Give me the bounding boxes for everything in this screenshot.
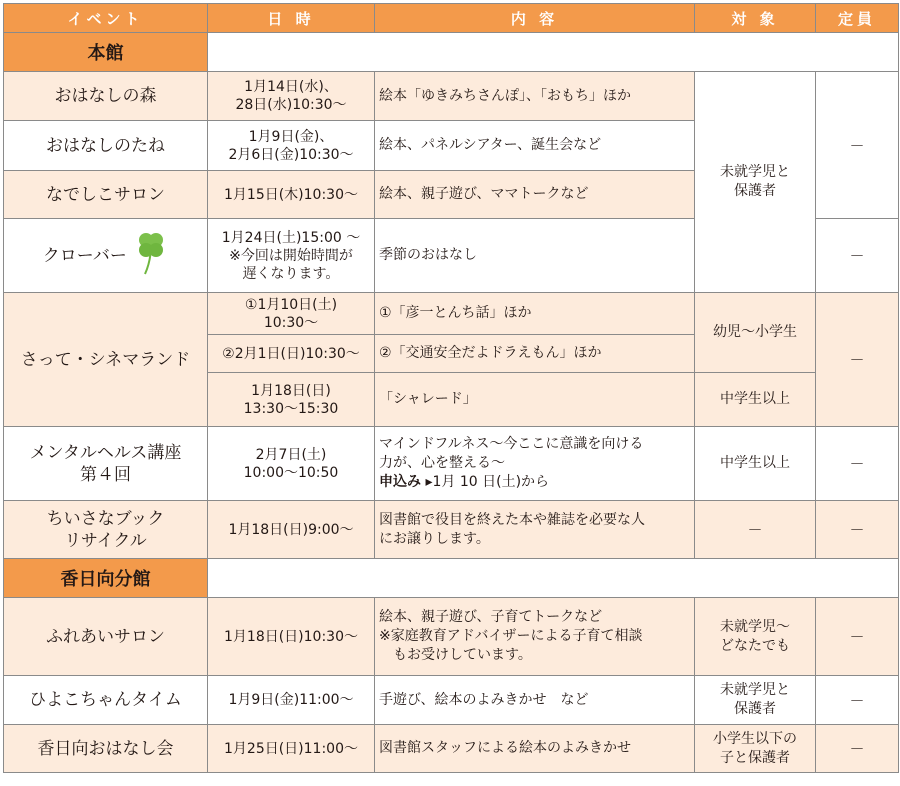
event-content-line: 図書館スタッフによる絵本のよみきかせ xyxy=(379,740,631,756)
header-content: 内 容 xyxy=(375,4,695,33)
event-name-line: なでしこサロン xyxy=(46,184,165,205)
event-date-line: 28日(水)10:30～ xyxy=(235,97,347,113)
event-date xyxy=(208,121,375,171)
section-row-branch xyxy=(4,559,899,598)
four-leaf-clover-icon xyxy=(134,229,168,283)
event-name-line: リサイクル xyxy=(64,530,147,551)
event-date-line: 2月6日(金)10:30～ xyxy=(228,146,354,163)
event-date-line: 1月9日(金)11:00～ xyxy=(228,692,354,708)
event-target: － xyxy=(695,501,816,559)
table-row xyxy=(4,725,899,773)
event-capacity: － xyxy=(816,427,899,501)
event-content-line: 絵本「ゆきみちさんぽ」、「おもち」ほか xyxy=(379,87,631,104)
table-row xyxy=(4,72,899,121)
event-name xyxy=(4,598,208,676)
event-content xyxy=(375,219,695,293)
header-datetime: 日 時 xyxy=(208,4,375,33)
event-content xyxy=(375,598,695,676)
event-target xyxy=(695,72,816,293)
event-date-line: 1月25日(日)11:00～ xyxy=(224,740,358,757)
event-name xyxy=(4,676,208,725)
event-capacity: － xyxy=(816,293,899,427)
event-content-line: 力が、心を整える～ xyxy=(379,455,505,471)
event-target-line: 未就学児～ xyxy=(720,618,790,635)
event-name-line: ふれあいサロン xyxy=(46,626,165,647)
event-content-line: ※家庭教育アドバイザーによる子育て相談 xyxy=(379,628,643,644)
event-content xyxy=(375,427,695,501)
event-target-line: どなたでも xyxy=(720,637,790,654)
event-content-line: 絵本、パネルシアター、誕生会など xyxy=(379,137,602,153)
event-date-line: 13:30～15:30 xyxy=(243,400,339,417)
event-date-line: ②2月1日(日)10:30～ xyxy=(222,345,360,362)
section-filler xyxy=(208,559,899,598)
event-name xyxy=(4,219,208,293)
event-content-line: にお譲りします。 xyxy=(379,530,490,547)
event-content-line: 「シャレード」 xyxy=(379,391,477,407)
application-label: 申込み xyxy=(379,474,421,490)
event-content xyxy=(375,121,695,171)
section-filler xyxy=(208,33,899,72)
table-row xyxy=(4,501,899,559)
event-content-line: 絵本、親子遊び、子育てトークなど xyxy=(379,609,603,625)
event-content xyxy=(375,725,695,773)
event-name xyxy=(4,121,208,171)
table-row xyxy=(4,293,899,335)
event-capacity: － xyxy=(816,219,899,293)
event-capacity: － xyxy=(816,501,899,559)
event-name xyxy=(4,72,208,121)
header-target: 対 象 xyxy=(695,4,816,33)
event-content-line: ①「彦一とんち話」ほか xyxy=(379,305,532,321)
event-target: 中学生以上 xyxy=(695,373,816,427)
event-content-line: 絵本、親子遊び、ママトークなど xyxy=(379,186,589,202)
event-target-line: 保護者 xyxy=(734,183,776,199)
event-content xyxy=(375,293,695,335)
event-content xyxy=(375,676,695,725)
table-header-row xyxy=(4,4,899,33)
event-date xyxy=(208,219,375,293)
event-content xyxy=(375,373,695,427)
event-name xyxy=(4,725,208,773)
event-date xyxy=(208,427,375,501)
event-date-line: 遅くなります。 xyxy=(242,265,340,282)
event-content-line: ②「交通安全だよドラえもん」ほか xyxy=(379,345,602,361)
event-name-line: 香日向おはなし会 xyxy=(37,738,174,759)
event-name-line: メンタルヘルス講座 xyxy=(29,442,182,463)
section-title-branch: 香日向分館 xyxy=(4,559,208,598)
event-content xyxy=(375,335,695,373)
event-date xyxy=(208,725,375,773)
event-capacity: － xyxy=(816,598,899,676)
event-content xyxy=(375,171,695,219)
event-date xyxy=(208,293,375,335)
event-name-line: さって・シネマランド xyxy=(20,349,191,370)
application-note xyxy=(379,473,690,492)
event-name-line: クローバー xyxy=(42,245,127,266)
event-target-line: 未就学児と xyxy=(720,164,790,180)
event-date-line: ※今回は開始時間が xyxy=(229,247,353,264)
event-date xyxy=(208,335,375,373)
table-row xyxy=(4,676,899,725)
event-target xyxy=(695,676,816,725)
event-date xyxy=(208,501,375,559)
event-content xyxy=(375,72,695,121)
event-capacity: － xyxy=(816,676,899,725)
section-row-main xyxy=(4,33,899,72)
event-name-line: ちいさなブック xyxy=(46,508,165,529)
event-content-line: もお受けしています。 xyxy=(379,647,532,663)
event-date-line: 1月15日(木)10:30～ xyxy=(224,186,358,203)
arrow-right-icon: ▸ xyxy=(425,474,433,490)
event-date-line: 1月14日(水)、 xyxy=(244,79,338,95)
event-name xyxy=(4,501,208,559)
event-name xyxy=(4,171,208,219)
event-date-line: 1月9日(金)、 xyxy=(248,128,334,145)
event-name-line: 第４回 xyxy=(80,464,131,485)
event-date-line: ①1月10日(土) xyxy=(244,296,338,313)
event-content-line: マインドフルネス～今ここに意識を向ける xyxy=(379,436,644,452)
header-event: イベント xyxy=(4,4,208,33)
header-capacity: 定員 xyxy=(816,4,899,33)
event-target-line: 保護者 xyxy=(734,701,776,717)
event-table xyxy=(3,3,899,773)
event-name-line: おはなしの森 xyxy=(54,86,157,106)
table-row xyxy=(4,598,899,676)
event-target xyxy=(695,725,816,773)
event-name-line: おはなしのたね xyxy=(46,135,165,156)
section-title-main: 本館 xyxy=(4,33,208,72)
event-target: 幼児～小学生 xyxy=(695,293,816,373)
event-date xyxy=(208,72,375,121)
event-target-line: 未就学児と xyxy=(720,682,790,698)
event-name xyxy=(4,427,208,501)
event-name-line: ひよこちゃんタイム xyxy=(29,690,182,710)
event-date-line: 2月7日(土) xyxy=(255,446,327,463)
event-content-line: 図書館で役目を終えた本や雑誌を必要な人 xyxy=(379,511,645,528)
event-target: 中学生以上 xyxy=(695,427,816,501)
event-date xyxy=(208,171,375,219)
event-content-line: 手遊び、絵本のよみきかせ など xyxy=(379,691,589,708)
event-date-line: 10:30～ xyxy=(263,314,319,331)
event-date-line: 1月24日(土)15:00 ～ xyxy=(221,229,361,246)
event-capacity: － xyxy=(816,72,899,219)
event-date xyxy=(208,598,375,676)
application-date: 1月 10 日(土)から xyxy=(432,474,550,490)
event-date-line: 1月18日(日)10:30～ xyxy=(224,628,358,645)
event-capacity: － xyxy=(816,725,899,773)
event-content xyxy=(375,501,695,559)
event-date-line: 1月18日(日) xyxy=(251,382,331,399)
table-row xyxy=(4,427,899,501)
event-date xyxy=(208,373,375,427)
event-content-line: 季節のおはなし xyxy=(379,247,477,263)
event-date-line: 1月18日(日)9:00～ xyxy=(228,521,354,538)
event-target xyxy=(695,598,816,676)
event-target-line: 小学生以下の xyxy=(713,730,797,747)
event-name xyxy=(4,293,208,427)
event-date-line: 10:00～10:50 xyxy=(243,464,339,481)
event-target-line: 子と保護者 xyxy=(720,749,790,766)
event-date xyxy=(208,676,375,725)
